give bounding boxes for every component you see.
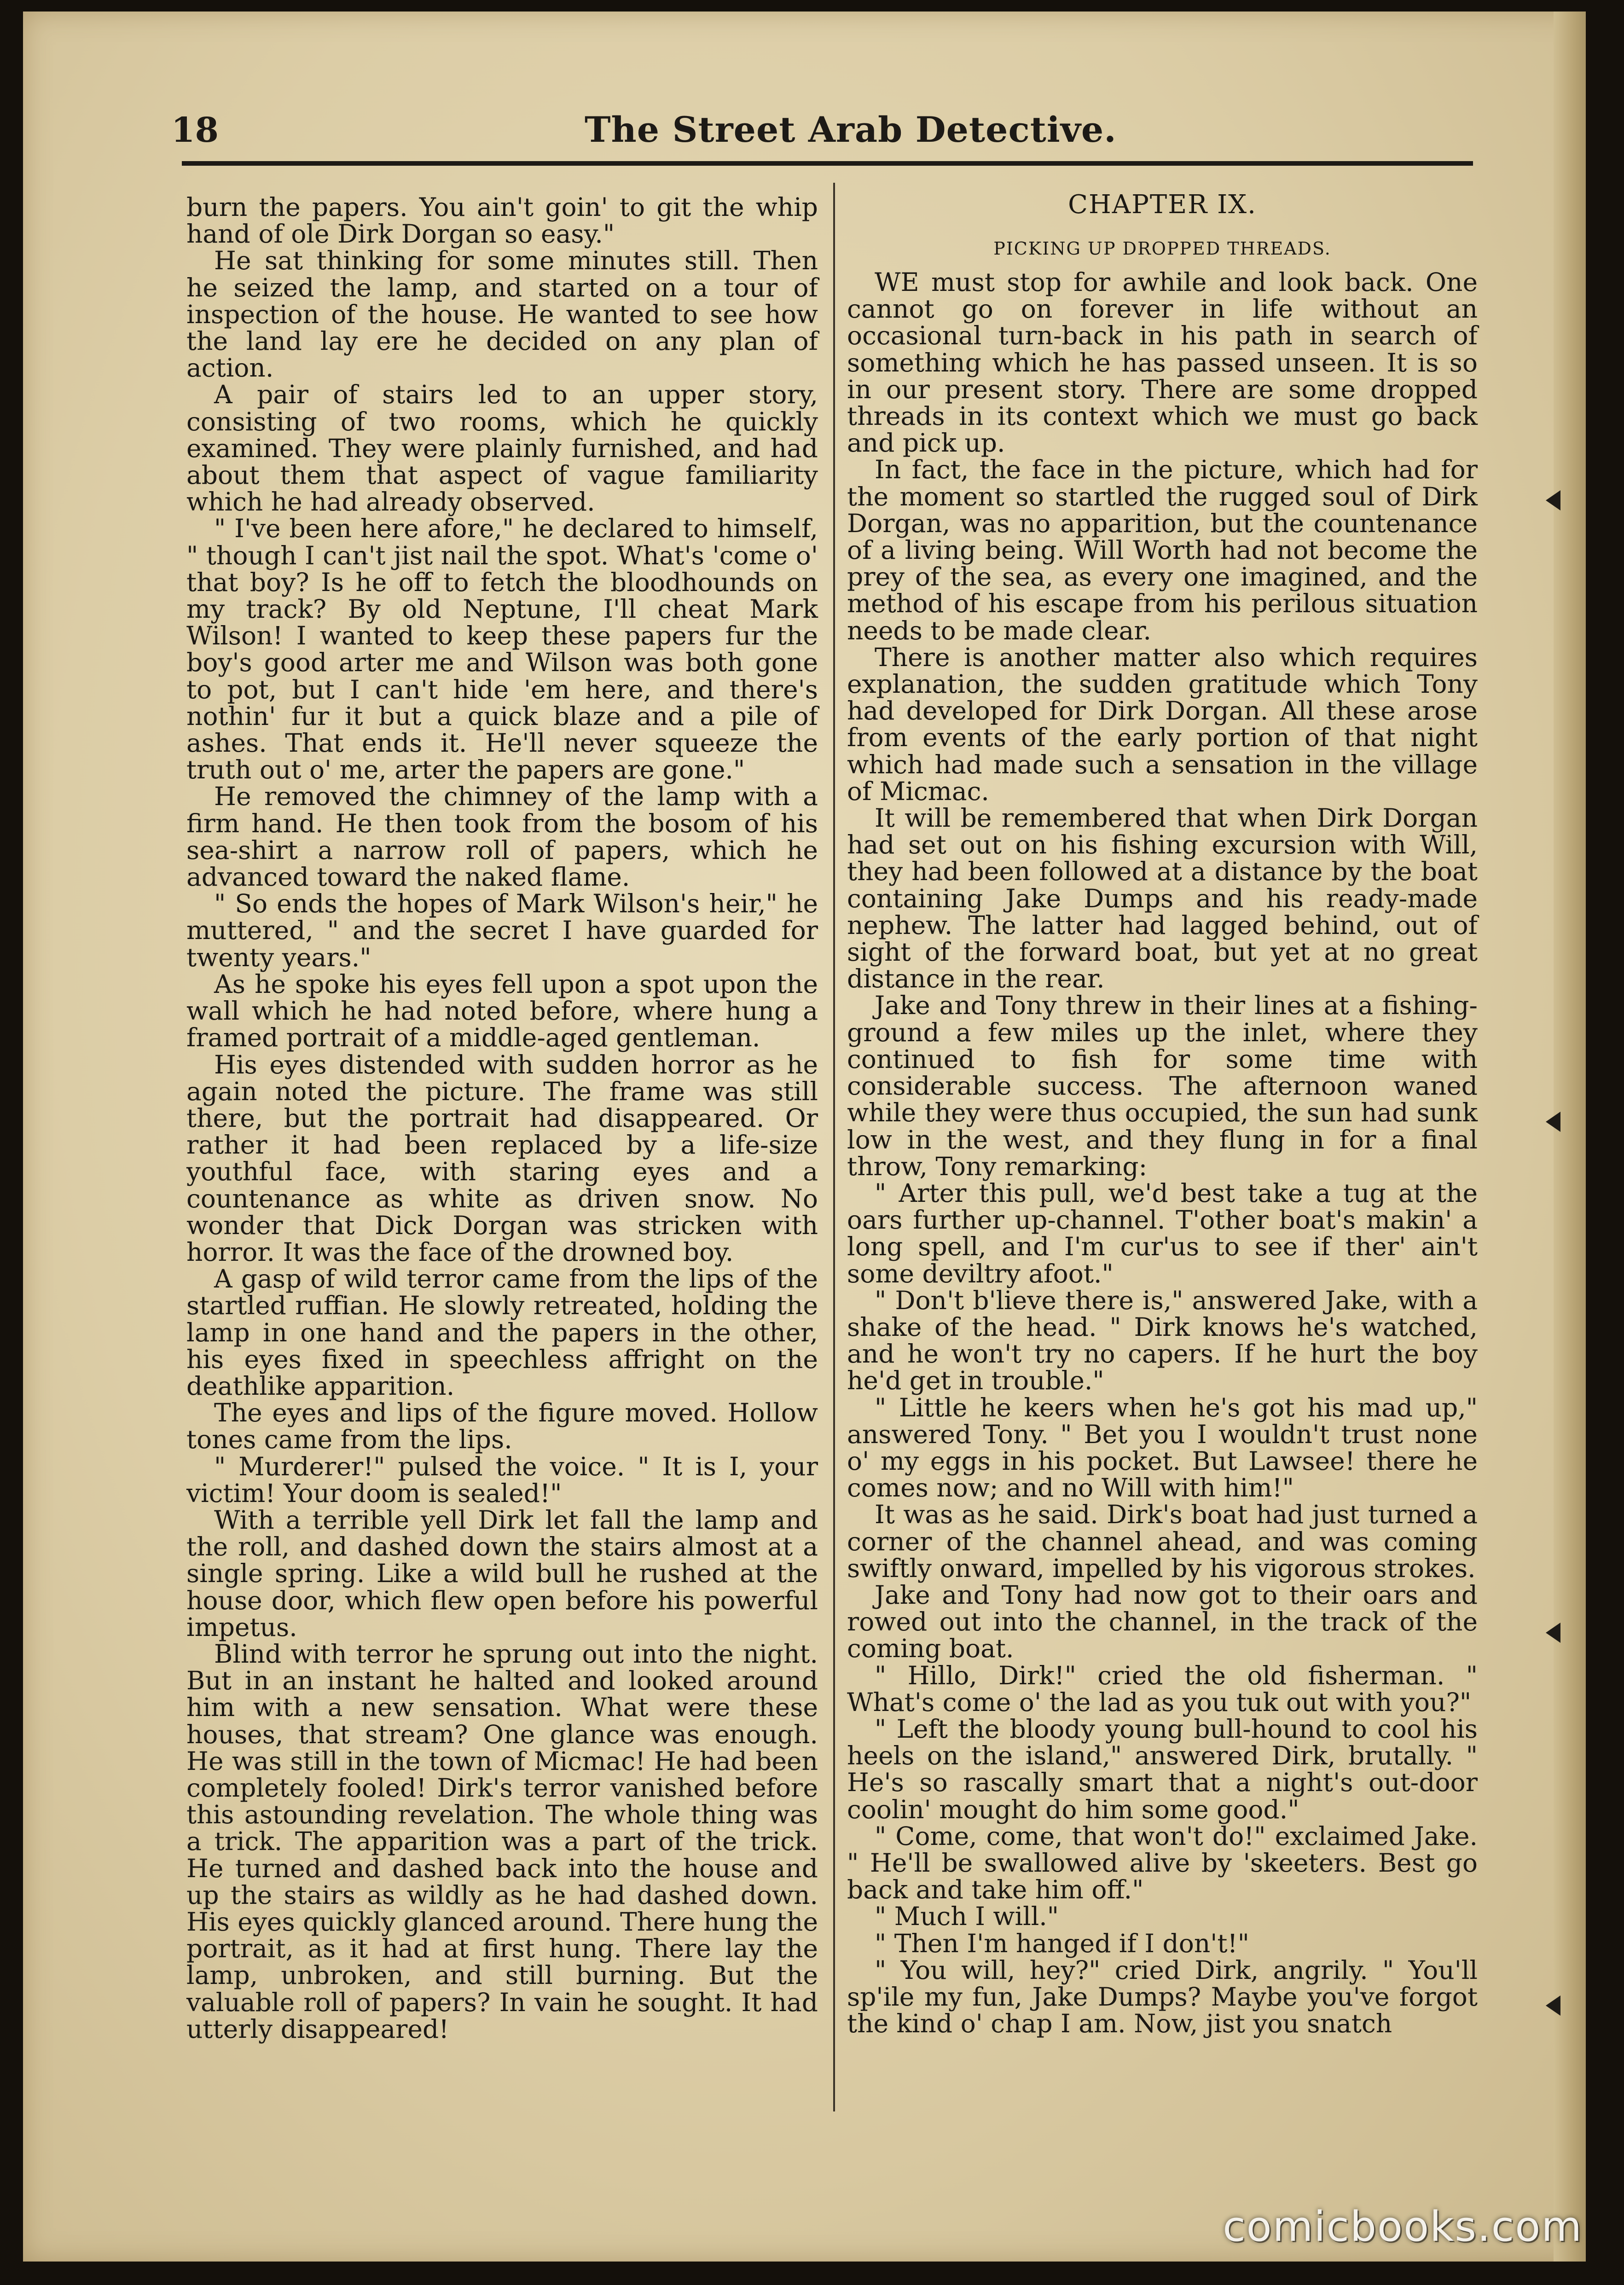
paragraph: " Arter this pull, we'd best take a tug at the oars further up-channel. T'other boat's makin' a long spell, and I'm cur'us to see if ther' ain't some deviltry afoot." [847, 1178, 1478, 1288]
paragraph: The eyes and lips of the figure moved. Hollow tones came from the lips. [186, 1398, 818, 1455]
binding-notch-icon [1546, 490, 1560, 510]
paragraph: A pair of stairs led to an upper story, consisting of two rooms, which he quickly examined. They were plainly furnished, and had about them that aspect of vague familiarity which he had already observed. [186, 380, 818, 517]
paragraph: As he spoke his eyes fell upon a spot upon the wall which he had noted before, where hung a framed portrait of a middle-aged gentleman. [186, 969, 818, 1053]
paragraph: He sat thinking for some minutes still. Then he seized the lamp, and started on a tour of inspection of the house. He wanted to see how the land lay ere he decided on any plan of action. [186, 246, 818, 383]
paragraph: " Don't b'lieve there is," answered Jake, with a shake of the head. " Dirk knows he's watched, and he won't try no capers. If he hurt the boy he'd get in trouble." [847, 1285, 1478, 1396]
header-rule [182, 161, 1473, 166]
magazine-page [23, 12, 1586, 2262]
paragraph: " Come, come, that won't do!" exclaimed Jake. " He'll be swallowed alive by 'skeeters. Best go back and take him off." [847, 1821, 1478, 1905]
paragraph: There is another matter also which requires explanation, the sudden gratitude which Tony had developed for Dirk Dorgan. All these arose from events of the early portion of that night which had made such a sensation in the village of Micmac. [847, 642, 1478, 806]
binding-notch-icon [1546, 1995, 1560, 2016]
paragraph: In fact, the face in the picture, which had for the moment so startled the rugged soul of Dirk Dorgan, was no apparition, but the countenance of a living being. Will Worth had not become the prey of the sea, as every one imagined, and the method of his escape from his perilous situation needs to be made clear. [847, 455, 1478, 645]
paragraph: Jake and Tony threw in their lines at a fishing-ground a few miles up the inlet, where they continued to fish for some time with considerable success. The afternoon waned while they were thus occupied, the sun had sunk low in the west, and they flung in for a final throw, Tony remarking: [847, 991, 1478, 1181]
paragraph: His eyes distended with sudden horror as he again noted the picture. The frame was still there, but the portrait had disappeared. Or rather it had been replaced by a life-size youthful face, with staring eyes and a countenance as white as driven snow. No wonder that Dick Dorgan was stricken with horror. It was the face of the drowned boy. [186, 1050, 818, 1267]
paragraph: " So ends the hopes of Mark Wilson's heir," he muttered, " and the secret I have guarded for twenty years." [186, 889, 818, 972]
paragraph: With a terrible yell Dirk let fall the lamp and the roll, and dashed down the stairs almost at a single spring. Like a wild bull he rushed at the house door, which flew open before his powerful impetus. [186, 1505, 818, 1642]
watermark: comicbooks.com [1223, 2203, 1583, 2251]
paragraph: A gasp of wild terror came from the lips of the startled ruffian. He slowly retreated, holding the lamp in one hand and the papers in the other, his eyes fixed in speechless affright on the deathlike apparition. [186, 1264, 818, 1401]
paragraph: " Murderer!" pulsed the voice. " It is I, your victim! Your doom is sealed!" [186, 1451, 818, 1508]
running-title: The Street Arab Detective. [585, 109, 1117, 150]
paragraph: " Much I will." [875, 1902, 1059, 1931]
paragraph: Jake and Tony had now got to their oars and rowed out into the channel, in the track of the coming boat. [847, 1580, 1478, 1664]
paragraph: " You will, hey?" cried Dirk, angrily. " You'll sp'ile my fun, Jake Dumps? Maybe you've forgot the kind o' chap I am. Now, jist you snatch [847, 1955, 1478, 2039]
paragraph: " Hillo, Dirk!" cried the old fisherman. " What's come o' the lad as you tuk out with you?" [847, 1660, 1478, 1717]
chapter-subtitle: PICKING UP DROPPED THREADS. [993, 238, 1331, 259]
paragraph: It will be remembered that when Dirk Dorgan had set out on his fishing excursion with Will, they had been followed at a distance by the boat containing Jake Dumps and his ready-made nephew. The latter had lagged behind, out of sight of the forward boat, but yet at no great distance in the rear. [847, 803, 1478, 994]
paragraph: Blind with terror he sprung out into the night. But in an instant he halted and looked around him with a new sensation. What were these houses, that stream? One glance was enough. He was still in the town of Micmac! He had been completely fooled! Dirk's terror vanished before this astounding revelation. The whole thing was a trick. The apparition was a part of the trick. He turned and dashed back into the house and up the stairs as wildly as he had dashed down. His eyes quickly glanced around. There hung the portrait, as it had at first hung. There lay the lamp, unbroken, and still burning. But the valuable roll of papers? In vain he sought. It had utterly disappeared! [186, 1639, 818, 2044]
binding-notch-icon [1546, 1112, 1560, 1132]
page-edge [1554, 12, 1586, 2262]
paragraph: " Then I'm hanged if I don't!" [875, 1928, 1249, 1958]
paragraph: He removed the chimney of the lamp with a firm hand. He then took from the bosom of his sea-shirt a narrow roll of papers, which he advanced toward the naked flame. [186, 782, 818, 892]
left-column [186, 194, 818, 2042]
binding-notch-icon [1546, 1623, 1560, 1643]
paragraph: " I've been here afore," he declared to himself, " though I can't jist nail the spot. What's 'come o' that boy? Is he off to fetch the bloodhounds on my track? By old Neptune, I'll cheat Mark Wilson! I wanted to keep these papers fur the boy's good arter me and Wilson was both gone to pot, but I can't hide 'em here, and there's nothin' fur it but a quick blaze and a pile of ashes. That ends it. He'll never squeeze the truth out o' me, arter the papers are gone." [186, 514, 818, 785]
right-column [847, 189, 1478, 2037]
paragraph: It was as he said. Dirk's boat had just turned a corner of the channel ahead, and was coming swiftly onward, impelled by his vigorous strokes. [847, 1500, 1478, 1583]
paragraph: " Left the bloody young bull-hound to cool his heels on the island," answered Dirk, brutally. " He's so rascally smart that a night's out-door coolin' mought do him some good." [847, 1714, 1478, 1824]
chapter-title: CHAPTER IX. [1068, 190, 1257, 220]
page-number: 18 [171, 110, 219, 150]
column-divider [833, 183, 835, 2111]
paragraph: " Little he keers when he's got his mad up," answered Tony. " Bet you I wouldn't trust none o' my eggs in his pocket. But Lawsee! there he comes now; and no Will with him!" [847, 1392, 1478, 1503]
paragraph: WE must stop for awhile and look back. One cannot go on forever in life without an occasional turn-back in his path in search of something which he has passed unseen. It is so in our present story. There are some dropped threads in its context which we must go back and pick up. [847, 267, 1478, 458]
paragraph: burn the papers. You ain't goin' to git the whip hand of ole Dirk Dorgan so easy." [186, 192, 818, 249]
